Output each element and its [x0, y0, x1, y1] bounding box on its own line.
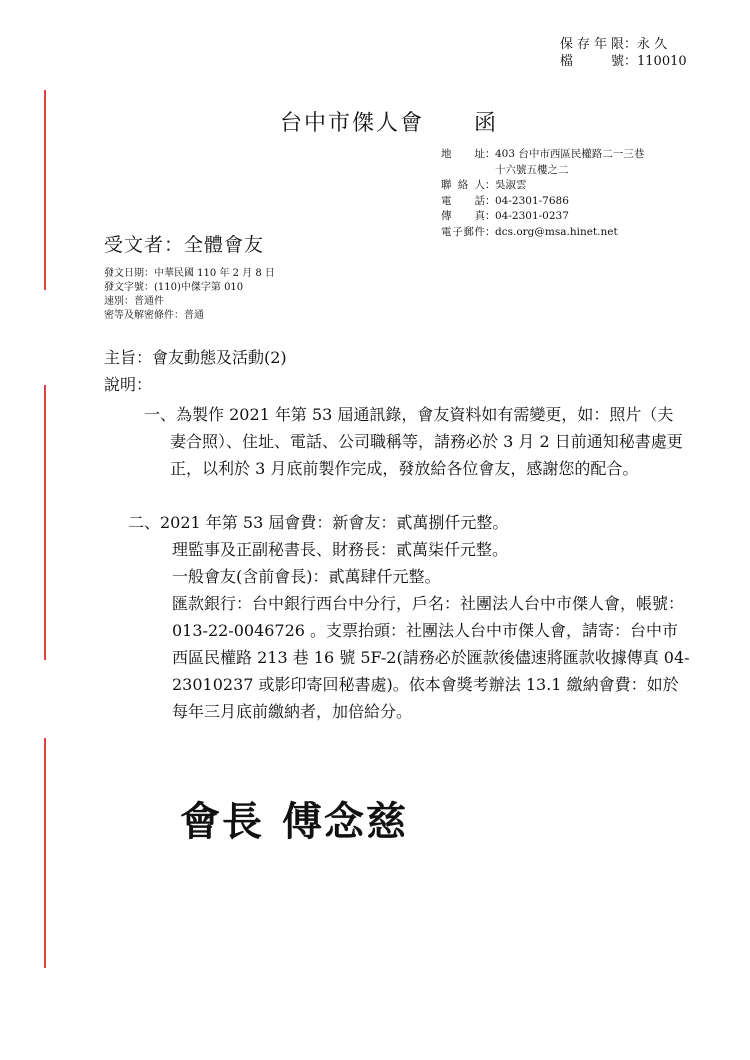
phone-value: 04-2301-7686 — [495, 194, 569, 207]
phone-row: 電 話 ： 04-2301-7686 — [441, 194, 644, 210]
address-value: 403 台中市西區民權路二一三巷 — [495, 148, 645, 160]
margin-line-top — [44, 90, 46, 290]
margin-line-middle — [44, 385, 46, 660]
secrecy-level: 密等及解密條件：普通 — [104, 310, 204, 321]
file-number-row: 檔 號 ： 110010 — [560, 54, 687, 69]
document-title — [280, 106, 498, 137]
organization-name: 台中市傑人會 — [280, 111, 425, 136]
margin-line-bottom — [44, 738, 46, 968]
fax-label: 傳 真 — [441, 210, 485, 222]
subject: 主旨：會友動態及活動(2) — [104, 348, 287, 367]
contact-person-value: 吳淑雲 — [495, 179, 527, 191]
contact-block — [441, 147, 644, 240]
retention-block — [560, 36, 687, 70]
email-row: 電子郵件 ： dcs.org@msa.hinet.net — [441, 225, 644, 241]
fee-general-member: 一般會友(含前會長)：貳萬肆仟元整。 — [172, 567, 441, 586]
file-number-label: 檔 號 — [560, 54, 624, 69]
explanation-label: 說明： — [104, 375, 153, 394]
file-number-value: 110010 — [637, 54, 687, 69]
fee-new-member: 二、2021 年第 53 屆會費：新會友：貳萬捌仟元整。 — [128, 513, 509, 532]
address-label: 地 址 — [441, 148, 485, 160]
item-1-text: 一、為製作 2021 年第 53 屆通訊錄，會友資料如有需變更，如：照片（夫妻合照）、住址、電話、公司職稱等，請務必於 3 月 2 日前通知秘書處更正，以利於 3 月底前製作完成，發放給各位會友，感謝您的配合。 — [144, 405, 683, 478]
retention-period-label: 保存年限 — [560, 37, 624, 52]
signature — [180, 790, 408, 847]
signature-title: 會長 — [180, 798, 264, 845]
payment-instructions: 匯款銀行：台中銀行西台中分行，戶名：社團法人台中市傑人會，帳號：013-22-0046726 。支票抬頭：社團法人台中市傑人會，請寄：台中市西區民權路 213 巷 16 號 5F-2(請務必於匯款後儘速將匯款收據傳真 04-23010237 或影印寄回秘書處)。依本會獎考辦法 13.1 繳納會費：如於每年三月底前繳納者，加倍給分。 — [172, 594, 690, 721]
fax-row: 傳 真 ： 04-2301-0237 — [441, 209, 644, 225]
signature-name: 傅念慈 — [282, 798, 408, 845]
issue-number: 發文字號：(110)中傑字第 010 — [104, 282, 244, 293]
address-row: 地 址 ： 403 台中市西區民權路二一三巷 — [441, 147, 644, 163]
document-meta — [104, 267, 275, 323]
recipient: 受文者：全體會友 — [104, 234, 265, 256]
issue-date: 發文日期：中華民國 110 年 2 月 8 日 — [104, 268, 275, 279]
delivery-speed: 速別：普通件 — [104, 296, 164, 307]
contact-person-label: 聯 絡 人 — [441, 179, 485, 191]
explanation-item-1 — [144, 401, 689, 482]
retention-period-value: 永 久 — [637, 37, 668, 52]
address-value-cont: 十六號五樓之二 — [495, 163, 569, 176]
explanation-item-2 — [128, 509, 693, 725]
contact-person-row: 聯 絡 人 ： 吳淑雲 — [441, 178, 644, 194]
fee-officers: 理監事及正副秘書長、財務長：貳萬柒仟元整。 — [172, 540, 509, 559]
fax-value: 04-2301-0237 — [495, 210, 569, 222]
phone-label: 電 話 — [441, 194, 485, 207]
document-type: 函 — [474, 111, 499, 136]
email-value: dcs.org@msa.hinet.net — [495, 225, 618, 238]
email-label: 電子郵件 — [441, 225, 485, 238]
retention-period-row: 保存年限 ： 永 久 — [560, 37, 668, 52]
